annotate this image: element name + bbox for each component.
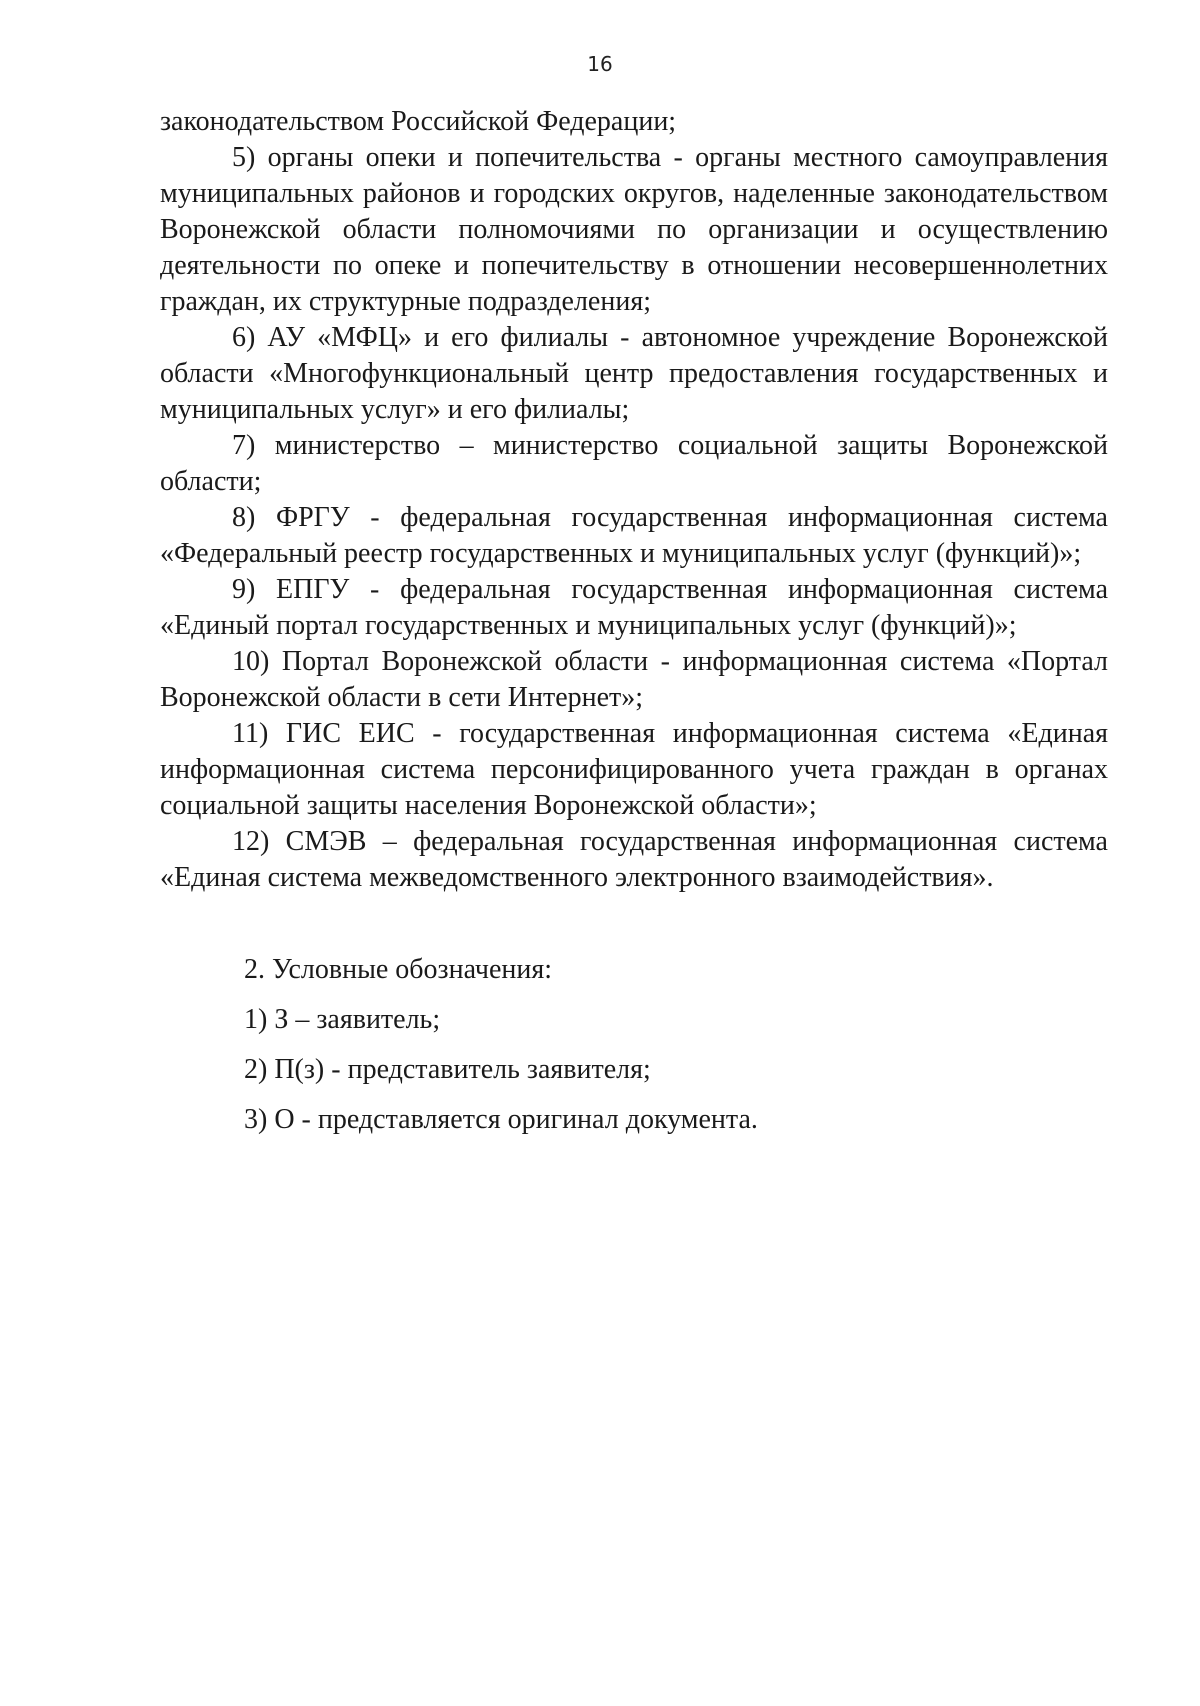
intro-fragment: законодательством Российской Федерации; xyxy=(160,106,677,137)
definition-item-10: 10) Портал Воронежской области - информационная система «Портал Воронежской области в сети Интернет»; xyxy=(160,646,1108,713)
page-number: 16 xyxy=(587,52,613,76)
definition-item-5: 5) органы опеки и попечительства - органы местного самоуправления муниципальных районов и городских округов, наделенные законодательством Воронежской области полномочиями по организации и осуществлению деятельности по опеке и попечительству в отношении несовершеннолетних граждан, их структурные подразделения; xyxy=(160,142,1108,317)
definition-item-8: 8) ФРГУ - федеральная государственная информационная система «Федеральный реестр государственных и муниципальных услуг (функций)»; xyxy=(160,502,1108,569)
convention-item-2: 2) П(з) - представитель заявителя; xyxy=(244,1054,651,1085)
definitions-list xyxy=(160,104,1108,896)
conventions-heading: 2. Условные обозначения: xyxy=(244,954,553,985)
definition-item-7: 7) министерство – министерство социальной защиты Воронежской области; xyxy=(160,430,1108,497)
conventions-section xyxy=(160,952,1108,1152)
definition-item-9: 9) ЕПГУ - федеральная государственная информационная система «Единый портал государственных и муниципальных услуг (функций)»; xyxy=(160,574,1108,641)
definition-item-11: 11) ГИС ЕИС - государственная информационная система «Единая информационная система персонифицированного учета граждан в органах социальной защиты населения Воронежской области»; xyxy=(160,718,1108,821)
definition-item-6: 6) АУ «МФЦ» и его филиалы - автономное учреждение Воронежской области «Многофункциональный центр предоставления государственных и муниципальных услуг» и его филиалы; xyxy=(160,322,1108,425)
definition-item-12: 12) СМЭВ – федеральная государственная информационная система «Единая система межведомственного электронного взаимодействия». xyxy=(160,826,1108,893)
convention-item-3: 3) О - представляется оригинал документа. xyxy=(244,1104,758,1135)
convention-item-1: 1) З – заявитель; xyxy=(244,1004,441,1035)
